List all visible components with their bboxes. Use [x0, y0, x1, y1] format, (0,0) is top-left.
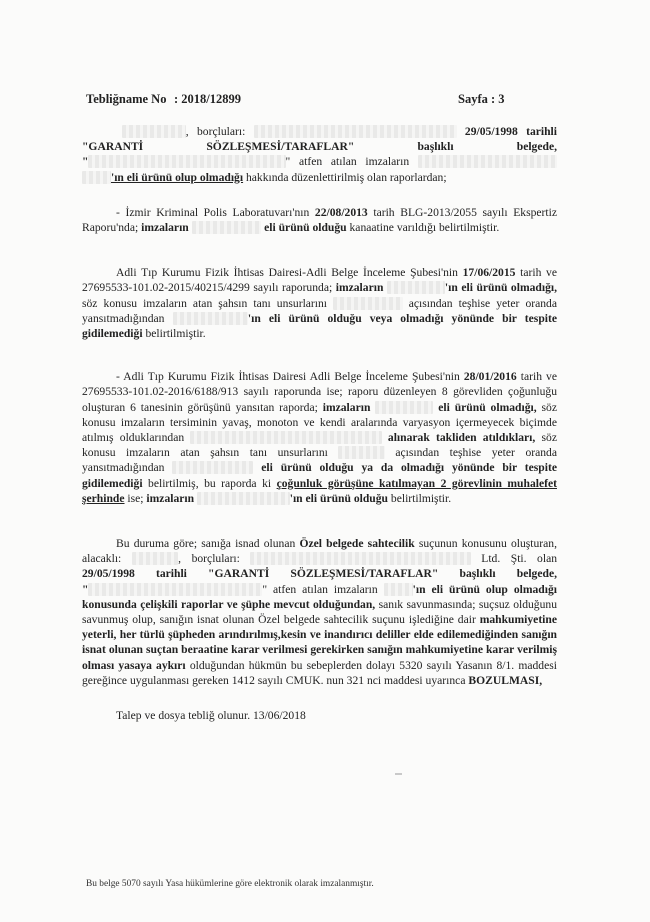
- redacted-text: [122, 125, 186, 138]
- redacted-text: [338, 446, 384, 459]
- redacted-text: [384, 583, 413, 596]
- notice-number-value: : 2018/12899: [174, 92, 242, 106]
- redacted-text: [375, 401, 433, 414]
- redacted-text: [190, 431, 381, 444]
- redacted-text: [197, 492, 290, 505]
- redacted-text: [88, 155, 285, 168]
- scan-mark: [395, 773, 402, 775]
- paragraph-conclusion: Bu duruma göre; sanığa isnad olunan Özel belgede sahtecilik suçunun konusunu oluşturan, alacaklı: , borçluları: Ltd. Şti. olan 29/05/1998 tarihli "GARANTİ SÖZLEŞMESİ/TARAFLAR" başlıklı belgede, " " atfen atılan imzaların 'ın eli ürünü olup olmadığı konusunda çelişkili raporlar ve şüphe mevcut olduğundan, sanık savunmasında; suçsuz olduğunu savunmuş olup, sanığın isnat olunan Özel belgede sahtecilik suçunu işlediğine dair mahkumiyetine yeterli, her türlü şüpheden arındırılmış,kesin ve inandırıcı deliller elde edilemediğinden sanığın isnat olunan suçtan beraatine karar verilmesi gerekirken sanığın mahkumiyetine karar verilmiş olması yasaya aykırı olduğundan hükmün bu sebeplerden dolayı 5320 sayılı Yasanın 8/1. maddesi gereğince uygulanması gereken 1412 sayılı CMUK. nun 321 nci maddesi uyarınca BOZULMASI,: [82, 537, 558, 687]
- redacted-text: [387, 281, 445, 294]
- footer-note: Bu belge 5070 sayılı Yasa hükümlerine göre elektronik olarak imzalanmıştır.: [86, 879, 374, 889]
- paragraph-izmir-report: - İzmir Kriminal Polis Laboratuvarı'nın 22/08/2013 tarih BLG-2013/2055 sayılı Ekspertiz Raporu'nda; imzaların eli ürünü olduğu kanaatine varıldığı belirtilmiştir.: [82, 205, 558, 235]
- notice-number-label: Tebliğname No: [86, 92, 167, 106]
- redacted-text: [88, 583, 262, 596]
- redacted-text: [173, 312, 248, 325]
- page-number: Sayfa : 3: [458, 92, 505, 106]
- redacted-text: [192, 221, 262, 234]
- paragraph-atk-2016-report: - Adli Tıp Kurumu Fizik İhtisas Dairesi Adli Belge İnceleme Şubesi'nin 28/01/2016 tarih ve 27695533-101.02-2016/6188/913 sayılı raporunda ise; raporu düzenleyen 8 görevliden çoğunluğu oluşturan 6 tanesinin görüşünü yansıtan raporda; imzaların eli ürünü olmadığı, söz konusu imzaların tersiminin yavaş, monoton ve kendi aralarında varyasyon içermeyecek biçimde atılmış olduklarından alınarak takliden atıldıkları, söz konusu imzaların atan şahsın tanı unsurlarını açısından teşhise yeter oranda yansıtmadığından eli ürünü olduğu ya da olmadığı yönünde bir tespite gidilemediği belirtilmiş, bu raporda ki çoğunluk görüşüne katılmayan 2 görevlinin muhalefet şerhinde ise; imzaların 'ın eli ürünü olduğu belirtilmiştir.: [82, 370, 557, 505]
- document-body: [82, 124, 557, 723]
- paragraph-closing: Talep ve dosya tebliğ olunur. 13/06/2018: [116, 709, 306, 723]
- redacted-text: [418, 155, 557, 168]
- redacted-text: [172, 461, 253, 474]
- redacted-text: [333, 297, 403, 310]
- redacted-text: [132, 552, 178, 565]
- redacted-text: [250, 552, 470, 565]
- redacted-text: [82, 171, 111, 184]
- paragraph-intro: , borçluları: 29/05/1998 tarihli "GARANTİ SÖZLEŞMESİ/TARAFLAR" başlıklı belgede, " " atfen atılan imzaların 'ın eli ürünü olup olmadığı hakkında düzenlettirilmiş olan raporlardan;: [82, 125, 558, 184]
- paragraph-atk-2015-report: Adli Tıp Kurumu Fizik İhtisas Dairesi-Adli Belge İnceleme Şubesi'nin 17/06/2015 tarih ve 27695533-101.02-2015/40215/4299 sayılı raporunda; imzaların 'ın eli ürünü olmadığı, söz konusu imzaların atan şahsın tanı unsurlarını açısından teşhise yeter oranda yansıtmadığından 'ın eli ürünü olduğu veya olmadığı yönünde bir tespite gidilemediği belirtilmiştir.: [82, 266, 558, 341]
- redacted-text: [254, 125, 457, 138]
